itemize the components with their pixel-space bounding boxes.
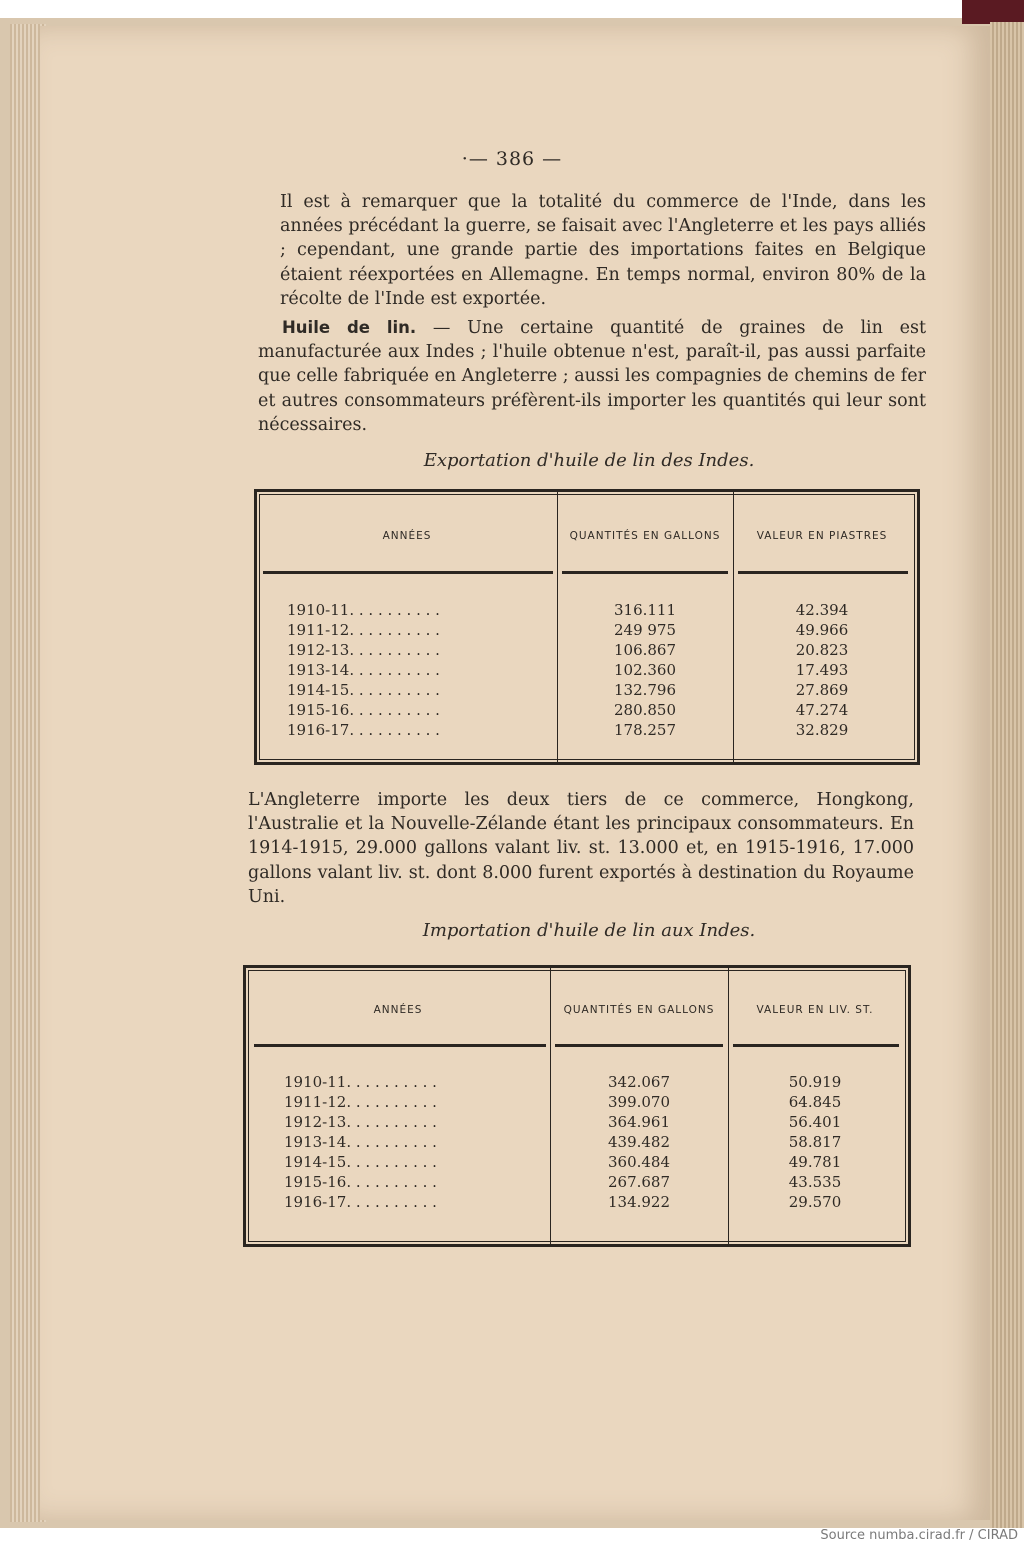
value-cell: 58.817 — [788, 1133, 842, 1151]
value-cell: 42.394 — [795, 601, 849, 619]
export-header-quantity: QUANTITÉS EN GALLONS — [569, 530, 721, 542]
year-cell: 1914-15. . . . . . . . . . — [287, 681, 440, 699]
year-cell: 1913-14. . . . . . . . . . — [284, 1133, 437, 1151]
quantity-cell: 267.687 — [607, 1173, 671, 1191]
value-cell: 17.493 — [795, 661, 849, 679]
value-cell: 29.570 — [788, 1193, 842, 1211]
value-cell: 32.829 — [795, 721, 849, 739]
year-cell: 1915-16. . . . . . . . . . — [284, 1173, 437, 1191]
quantity-cell: 364.961 — [607, 1113, 671, 1131]
year-cell: 1912-13. . . . . . . . . . — [287, 641, 440, 659]
quantity-cell: 132.796 — [613, 681, 677, 699]
table-row — [257, 640, 917, 660]
quantity-cell: 280.850 — [613, 701, 677, 719]
import-table — [243, 965, 911, 1247]
export-table — [254, 489, 920, 765]
section-heading-huile-de-lin: Huile de lin. — [282, 318, 417, 337]
import-header-rule — [733, 1044, 899, 1047]
table-row — [257, 620, 917, 640]
table-row — [257, 680, 917, 700]
year-cell: 1916-17. . . . . . . . . . — [284, 1193, 437, 1211]
year-cell: 1910-11. . . . . . . . . . — [284, 1073, 437, 1091]
table-row — [246, 1152, 908, 1172]
quantity-cell: 102.360 — [613, 661, 677, 679]
quantity-cell: 134.922 — [607, 1193, 671, 1211]
year-cell: 1916-17. . . . . . . . . . — [287, 721, 440, 739]
import-header-years: ANNÉES — [373, 1004, 423, 1016]
quantity-cell: 249 975 — [613, 621, 677, 639]
paragraph-huile-de-lin — [258, 316, 926, 437]
quantity-cell: 399.070 — [607, 1093, 671, 1111]
paragraph-commerce: Il est à remarquer que la totalité du commerce de l'Inde, dans les années précédant la guerre, se faisait avec l'Angleterre et les pays alliés ; cependant, une grande partie des importations faites en Belgique étaient réexportées en Allemagne. En temps normal, environ 80% de la récolte de l'Inde est exportée. — [280, 192, 926, 309]
table-row — [246, 1092, 908, 1112]
year-cell: 1910-11. . . . . . . . . . — [287, 601, 440, 619]
export-table-caption: Exportation d'huile de lin des Indes. — [423, 450, 755, 471]
year-cell: 1914-15. . . . . . . . . . — [284, 1153, 437, 1171]
value-cell: 20.823 — [795, 641, 849, 659]
table-row — [246, 1192, 908, 1212]
quantity-cell: 178.257 — [613, 721, 677, 739]
table-row — [257, 720, 917, 740]
value-cell: 27.869 — [795, 681, 849, 699]
year-cell: 1911-12. . . . . . . . . . — [284, 1093, 437, 1111]
right-page-leaves — [990, 22, 1024, 1528]
paragraph-huile-de-lin-body: — Une certaine quantité de graines de lin est manufacturée aux Indes ; l'huile obtenue n'est, paraît-il, pas aussi parfaite que celle fabriquée en Angleterre ; aussi les compagnies de chemins de fer et autres consommateurs préfèrent-ils importer les quantités qui leur sont nécessaires. — [258, 318, 926, 435]
year-cell: 1915-16. . . . . . . . . . — [287, 701, 440, 719]
import-header-quantity: QUANTITÉS EN GALLONS — [563, 1004, 715, 1016]
import-table-caption: Importation d'huile de lin aux Indes. — [422, 920, 756, 941]
quantity-cell: 360.484 — [607, 1153, 671, 1171]
value-cell: 64.845 — [788, 1093, 842, 1111]
value-cell: 49.781 — [788, 1153, 842, 1171]
table-row — [246, 1112, 908, 1132]
value-cell: 49.966 — [795, 621, 849, 639]
export-header-rule — [263, 571, 553, 574]
export-header-rule — [738, 571, 908, 574]
paragraph-angleterre: L'Angleterre importe les deux tiers de ce commerce, Hongkong, l'Australie et la Nouvelle-Zélande étant les principaux consommateurs. En 1914-1915, 29.000 gallons valant liv. st. 13.000 et, en 1915-1916, 17.000 gallons valant liv. st. dont 8.000 furent exportés à destination du Royaume Uni. — [248, 790, 914, 907]
table-row — [257, 600, 917, 620]
import-header-value: VALEUR EN LIV. ST. — [756, 1004, 874, 1016]
source-credit: Source numba.cirad.fr / CIRAD — [820, 1528, 1018, 1543]
export-header-value: VALEUR EN PIASTRES — [756, 530, 888, 542]
value-cell: 56.401 — [788, 1113, 842, 1131]
book-cover-corner — [962, 0, 1024, 24]
page-number: ·— 386 — — [461, 148, 563, 170]
quantity-cell: 439.482 — [607, 1133, 671, 1151]
year-cell: 1913-14. . . . . . . . . . — [287, 661, 440, 679]
year-cell: 1911-12. . . . . . . . . . — [287, 621, 440, 639]
table-row — [257, 660, 917, 680]
table-row — [246, 1132, 908, 1152]
export-header-rule — [562, 571, 728, 574]
quantity-cell: 342.067 — [607, 1073, 671, 1091]
year-cell: 1912-13. . . . . . . . . . — [284, 1113, 437, 1131]
quantity-cell: 106.867 — [613, 641, 677, 659]
export-header-years: ANNÉES — [382, 530, 432, 542]
import-header-rule — [555, 1044, 723, 1047]
value-cell: 43.535 — [788, 1173, 842, 1191]
value-cell: 50.919 — [788, 1073, 842, 1091]
quantity-cell: 316.111 — [613, 601, 677, 619]
table-row — [257, 700, 917, 720]
import-header-rule — [254, 1044, 546, 1047]
value-cell: 47.274 — [795, 701, 849, 719]
table-row — [246, 1172, 908, 1192]
table-row — [246, 1072, 908, 1092]
